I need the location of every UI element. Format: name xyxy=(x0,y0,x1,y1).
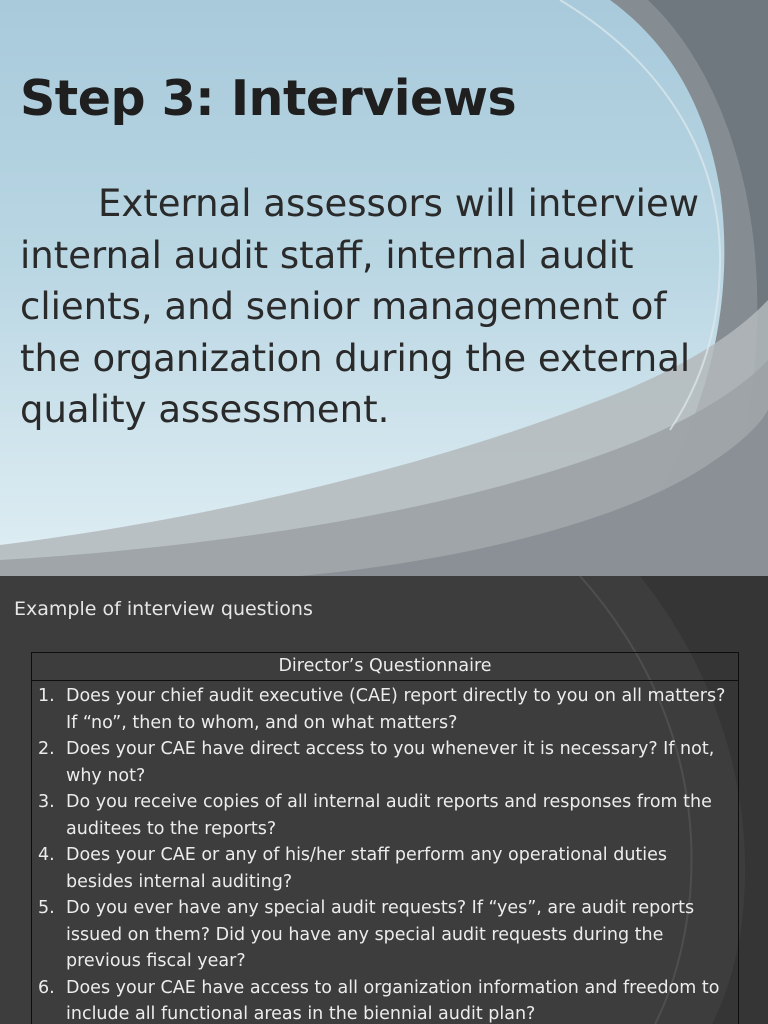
question-number: 2. xyxy=(38,739,55,759)
question-number: 1. xyxy=(38,686,55,706)
question-number: 6. xyxy=(38,977,55,998)
question-text: Does your CAE have access to all organization information and freedom to include all functional areas in the biennial audit plan? xyxy=(66,977,720,1024)
question-number: 3. xyxy=(38,792,55,812)
question-item xyxy=(32,789,738,842)
question-item xyxy=(32,975,738,1024)
question-text: Does your chief audit executive (CAE) report directly to you on all matters? If “no”, then to whom, and on what matters? xyxy=(66,686,726,733)
slide-body-content: External assessors will interview internal audit staff, internal audit clients, and senior management of the organization during the external quality assessment. xyxy=(20,182,699,431)
question-item xyxy=(32,736,738,789)
slide-title: Step 3: Interviews xyxy=(20,70,517,127)
question-list xyxy=(32,681,738,1024)
question-item xyxy=(32,683,738,736)
question-text: Does your CAE have direct access to you whenever it is necessary? If not, why not? xyxy=(66,739,715,786)
question-number: 4. xyxy=(38,845,55,865)
question-item xyxy=(32,842,738,895)
questionnaire-table xyxy=(31,652,739,1024)
question-text: Does your CAE or any of his/her staff perform any operational duties besides internal auditing? xyxy=(66,845,668,892)
slide-interview-questions xyxy=(0,576,768,1024)
questionnaire-header: Director’s Questionnaire xyxy=(32,653,738,681)
question-item xyxy=(32,895,738,975)
slide-caption: Example of interview questions xyxy=(14,598,313,620)
question-text: Do you ever have any special audit requests? If “yes”, are audit reports issued on them? Did you have any special audit requests during the previous fiscal year? xyxy=(66,898,695,971)
question-number: 5. xyxy=(38,898,55,918)
slide-body-text xyxy=(20,178,725,436)
question-text: Do you receive copies of all internal audit reports and responses from the auditees to the reports? xyxy=(66,792,712,839)
